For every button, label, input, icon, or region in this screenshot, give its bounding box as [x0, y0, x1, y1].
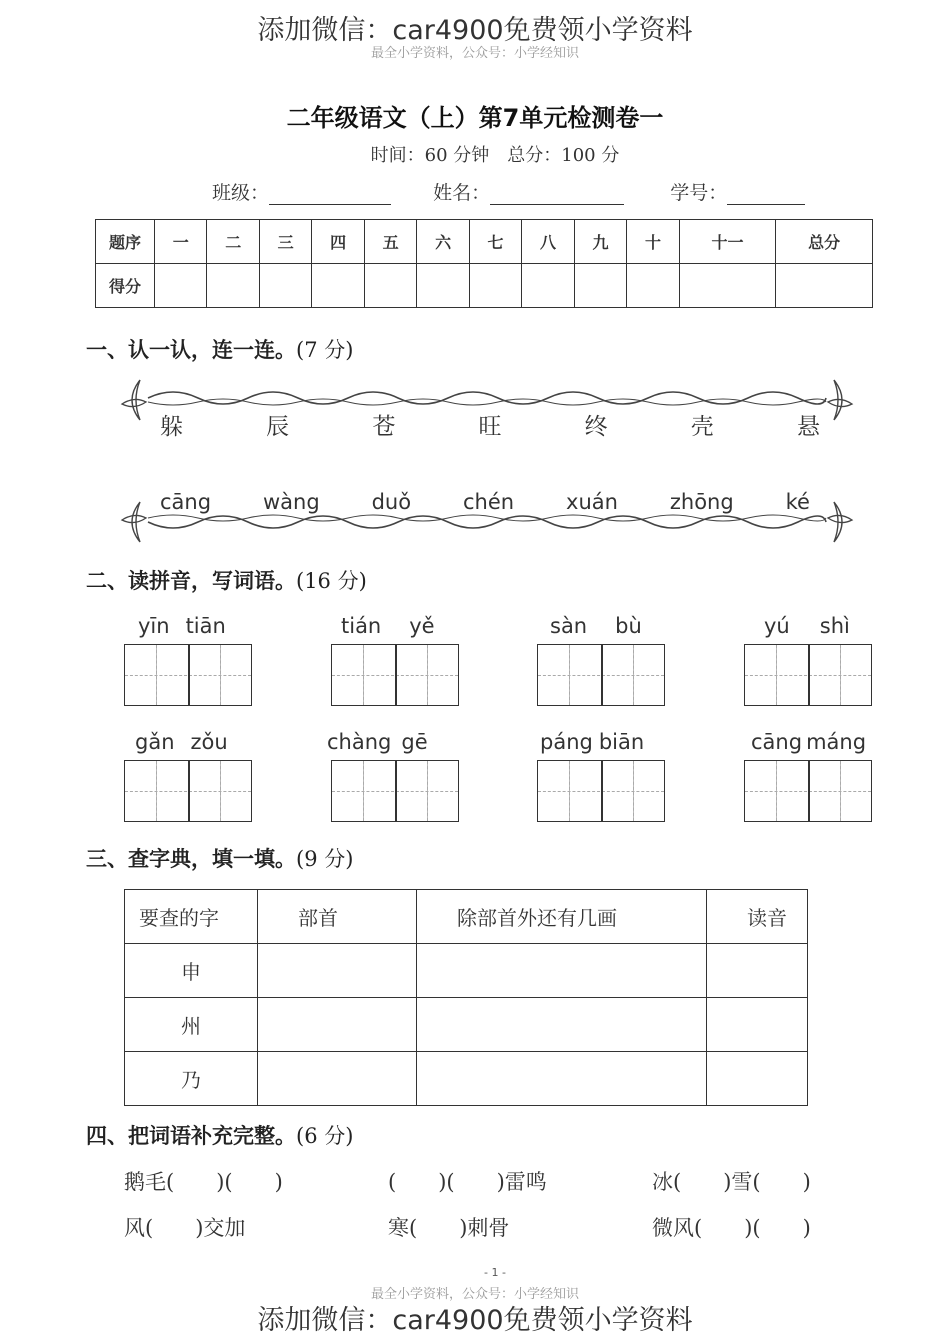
match-char[interactable]: 苍 — [372, 414, 396, 440]
dictionary-table — [124, 889, 808, 1106]
writing-grid[interactable] — [537, 760, 665, 822]
name-label: 姓名： — [433, 182, 491, 204]
score-cell[interactable] — [776, 264, 873, 308]
class-field[interactable] — [269, 184, 391, 205]
dict-cell[interactable] — [707, 944, 808, 998]
watermark-top: 添加微信：car4900免费领小学资料 — [257, 15, 693, 46]
section2-heading — [86, 565, 367, 595]
page-number: - 1 - — [484, 1266, 506, 1279]
score-cell[interactable] — [627, 264, 679, 308]
score-col: 二 — [207, 220, 259, 264]
page-title: 二年级语文（上）第7单元检测卷一 — [286, 104, 664, 132]
score-value-row — [96, 264, 873, 308]
dict-header: 要查的字 — [125, 890, 258, 944]
pinyin-label: cāng máng — [751, 730, 867, 754]
score-table — [95, 219, 873, 308]
dict-cell[interactable] — [258, 998, 417, 1052]
info-line — [212, 178, 805, 205]
section2-points: (16 分) — [296, 569, 367, 593]
score-col: 九 — [574, 220, 626, 264]
score-col: 四 — [312, 220, 364, 264]
pinyin-label: sàn bù — [550, 614, 642, 638]
pinyin-label: chàng gē — [327, 730, 428, 754]
dictionary-header-row — [125, 890, 808, 944]
pinyin-label: páng biān — [540, 730, 645, 754]
section4-points: (6 分) — [296, 1124, 354, 1148]
dict-header: 部首 — [258, 890, 417, 944]
dict-char: 乃 — [125, 1052, 258, 1106]
section3-points: (9 分) — [296, 847, 354, 871]
score-row-label: 得分 — [96, 264, 155, 308]
faded-header-text: 最全小学资料，公众号：小学经知识 — [370, 46, 579, 61]
section1-characters — [160, 408, 820, 441]
pinyin-label: yú shì — [764, 614, 850, 638]
section4-heading — [86, 1120, 353, 1150]
student-id-field[interactable] — [727, 184, 805, 205]
idiom-fill[interactable]: ( )( )雷鸣 — [388, 1170, 547, 1194]
writing-grid[interactable] — [124, 644, 252, 706]
idiom-fill[interactable]: 鹅毛( )( ) — [124, 1170, 283, 1194]
dict-header: 读音 — [707, 890, 808, 944]
idiom-fill[interactable]: 微风( )( ) — [652, 1216, 811, 1240]
score-cell[interactable] — [417, 264, 469, 308]
match-pinyin[interactable]: ké — [785, 490, 810, 514]
score-cell[interactable] — [364, 264, 416, 308]
match-pinyin[interactable]: duǒ — [371, 490, 412, 514]
score-col: 八 — [522, 220, 574, 264]
dict-cell[interactable] — [258, 944, 417, 998]
score-cell[interactable] — [679, 264, 776, 308]
writing-grid[interactable] — [331, 644, 459, 706]
match-char[interactable]: 旺 — [478, 414, 502, 440]
score-cell[interactable] — [259, 264, 311, 308]
match-char[interactable]: 躲 — [160, 414, 183, 440]
idiom-fill[interactable]: 风( )交加 — [124, 1216, 246, 1240]
score-col: 一 — [155, 220, 207, 264]
score-header-label: 题序 — [96, 220, 155, 264]
section3-title: 三、查字典，填一填。 — [86, 847, 296, 871]
writing-grid[interactable] — [744, 644, 872, 706]
match-pinyin[interactable]: xuán — [566, 490, 618, 514]
score-cell[interactable] — [522, 264, 574, 308]
section1-points: (7 分) — [296, 338, 354, 362]
match-pinyin[interactable]: wàng — [262, 490, 320, 514]
match-char[interactable]: 壳 — [690, 414, 714, 440]
score-cell[interactable] — [207, 264, 259, 308]
match-char[interactable]: 悬 — [796, 414, 820, 440]
section1-title: 一、认一认，连一连。 — [86, 338, 296, 362]
writing-grid[interactable] — [124, 760, 252, 822]
dict-cell[interactable] — [258, 1052, 417, 1106]
section4-title: 四、把词语补充完整。 — [86, 1124, 296, 1148]
writing-grid[interactable] — [744, 760, 872, 822]
dict-char: 州 — [125, 998, 258, 1052]
dict-cell[interactable] — [417, 944, 707, 998]
score-cell[interactable] — [574, 264, 626, 308]
class-label: 班级： — [212, 182, 270, 204]
pinyin-label: tián yě — [341, 614, 435, 638]
score-col: 七 — [469, 220, 521, 264]
match-pinyin[interactable]: zhōng — [669, 490, 734, 514]
score-col: 六 — [417, 220, 469, 264]
score-col: 十一 — [679, 220, 776, 264]
idiom-fill[interactable]: 冰( )雪( ) — [652, 1170, 811, 1194]
pinyin-label: yīn tiān — [138, 614, 226, 638]
exam-subtitle: 时间：60 分钟 总分：100 分 — [370, 145, 620, 166]
dict-cell[interactable] — [417, 998, 707, 1052]
score-col: 三 — [259, 220, 311, 264]
dict-header: 除部首外还有几画 — [417, 890, 707, 944]
dict-cell[interactable] — [707, 998, 808, 1052]
pinyin-label: gǎn zǒu — [135, 730, 228, 754]
dictionary-row — [125, 944, 808, 998]
score-cell[interactable] — [312, 264, 364, 308]
faded-footer-text: 最全小学资料，公众号：小学经知识 — [370, 1287, 579, 1302]
watermark-bottom: 添加微信：car4900免费领小学资料 — [257, 1305, 693, 1336]
score-col: 总分 — [776, 220, 873, 264]
name-field[interactable] — [490, 184, 624, 205]
match-char[interactable]: 终 — [584, 414, 608, 440]
student-id-label: 学号： — [670, 182, 728, 204]
dict-cell[interactable] — [707, 1052, 808, 1106]
writing-grid[interactable] — [331, 760, 459, 822]
score-cell[interactable] — [469, 264, 521, 308]
match-pinyin[interactable]: cāng — [160, 490, 212, 514]
match-char[interactable]: 辰 — [266, 414, 290, 440]
idiom-fill[interactable]: 寒( )刺骨 — [388, 1216, 510, 1240]
score-cell[interactable] — [155, 264, 207, 308]
score-col: 十 — [627, 220, 679, 264]
writing-grid[interactable] — [537, 644, 665, 706]
vine-border-bottom-icon — [118, 498, 856, 548]
score-header-row — [96, 220, 873, 264]
dict-char: 申 — [125, 944, 258, 998]
section2-title: 二、读拼音，写词语。 — [86, 569, 296, 593]
dictionary-row — [125, 1052, 808, 1106]
section3-heading — [86, 843, 353, 873]
match-pinyin[interactable]: chén — [463, 490, 515, 514]
dict-cell[interactable] — [417, 1052, 707, 1106]
score-col: 五 — [364, 220, 416, 264]
section1-heading — [86, 334, 353, 364]
dictionary-row — [125, 998, 808, 1052]
